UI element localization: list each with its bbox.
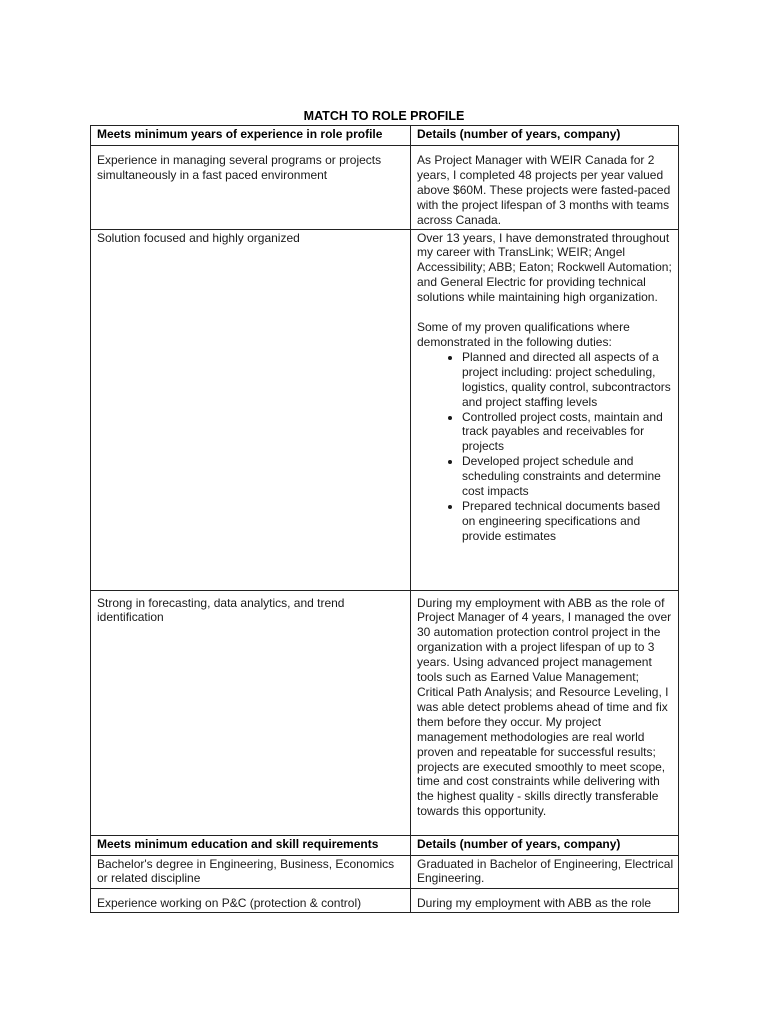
requirement-cell: Solution focused and highly organized	[91, 229, 411, 590]
details-cell: As Project Manager with WEIR Canada for 2 years, I completed 48 projects per year valued above $60M. These projects were fasted-paced with the project lifespan of 3 months with teams across Canada.	[411, 146, 679, 230]
header-requirement: Meets minimum education and skill requirements	[91, 835, 411, 855]
details-cell: During my employment with ABB as the role of Project Manager of 4 years, I managed the over 30 automation protection control project in the organization with a project lifespan of up to 3 years. Using advanced project management tools such as Earned Value Management; Critical Path Analysis; and Resource Leveling, I was able detect problems ahead of time and fix them before they occur. My project management methodologies are real world proven and repeatable for successful results; projects are executed smoothly to meet scope, time and cost constraints while delivering with the highest quality - skills directly transferable towards this opportunity.	[411, 590, 679, 835]
details-cell	[411, 229, 679, 590]
table-row	[91, 590, 679, 835]
table-header-row	[91, 126, 679, 146]
duties-list	[417, 350, 674, 544]
list-item: • Prepared technical documents based on engineering specifications and provide estimates	[462, 499, 674, 544]
list-item: • Developed project schedule and scheduling constraints and determine cost impacts	[462, 454, 674, 499]
header-details: Details (number of years, company)	[411, 835, 679, 855]
requirement-cell: Strong in forecasting, data analytics, and trend identification	[91, 590, 411, 835]
details-cell: During my employment with ABB as the role	[411, 888, 679, 912]
document-title: MATCH TO ROLE PROFILE	[303, 109, 465, 123]
list-item: • Controlled project costs, maintain and track payables and receivables for projects	[462, 410, 674, 455]
table-header-row	[91, 835, 679, 855]
requirement-cell: Experience in managing several programs or projects simultaneously in a fast paced environment	[91, 146, 411, 230]
header-requirement: Meets minimum years of experience in role profile	[91, 126, 411, 146]
requirement-cell: Bachelor's degree in Engineering, Business, Economics or related discipline	[91, 855, 411, 888]
table-row	[91, 888, 679, 912]
requirement-cell: Experience working on P&C (protection & control)	[91, 888, 411, 912]
details-intro: Some of my proven qualifications where demonstrated in the following duties:	[417, 320, 630, 349]
header-details: Details (number of years, company)	[411, 126, 679, 146]
table-row	[91, 146, 679, 230]
role-profile-table	[90, 125, 679, 913]
list-item: • Planned and directed all aspects of a project including: project scheduling, logistics, quality control, subcontractors and project staffing levels	[462, 350, 674, 410]
table-row	[91, 229, 679, 590]
table-row	[91, 855, 679, 888]
details-cell: Graduated in Bachelor of Engineering, Electrical Engineering.	[411, 855, 679, 888]
details-paragraph: Over 13 years, I have demonstrated throughout my career with TransLink; WEIR; Angel Accessibility; ABB; Eaton; Rockwell Automation; and General Electric for providing technical solutions while maintaining high organization.	[417, 230, 672, 305]
